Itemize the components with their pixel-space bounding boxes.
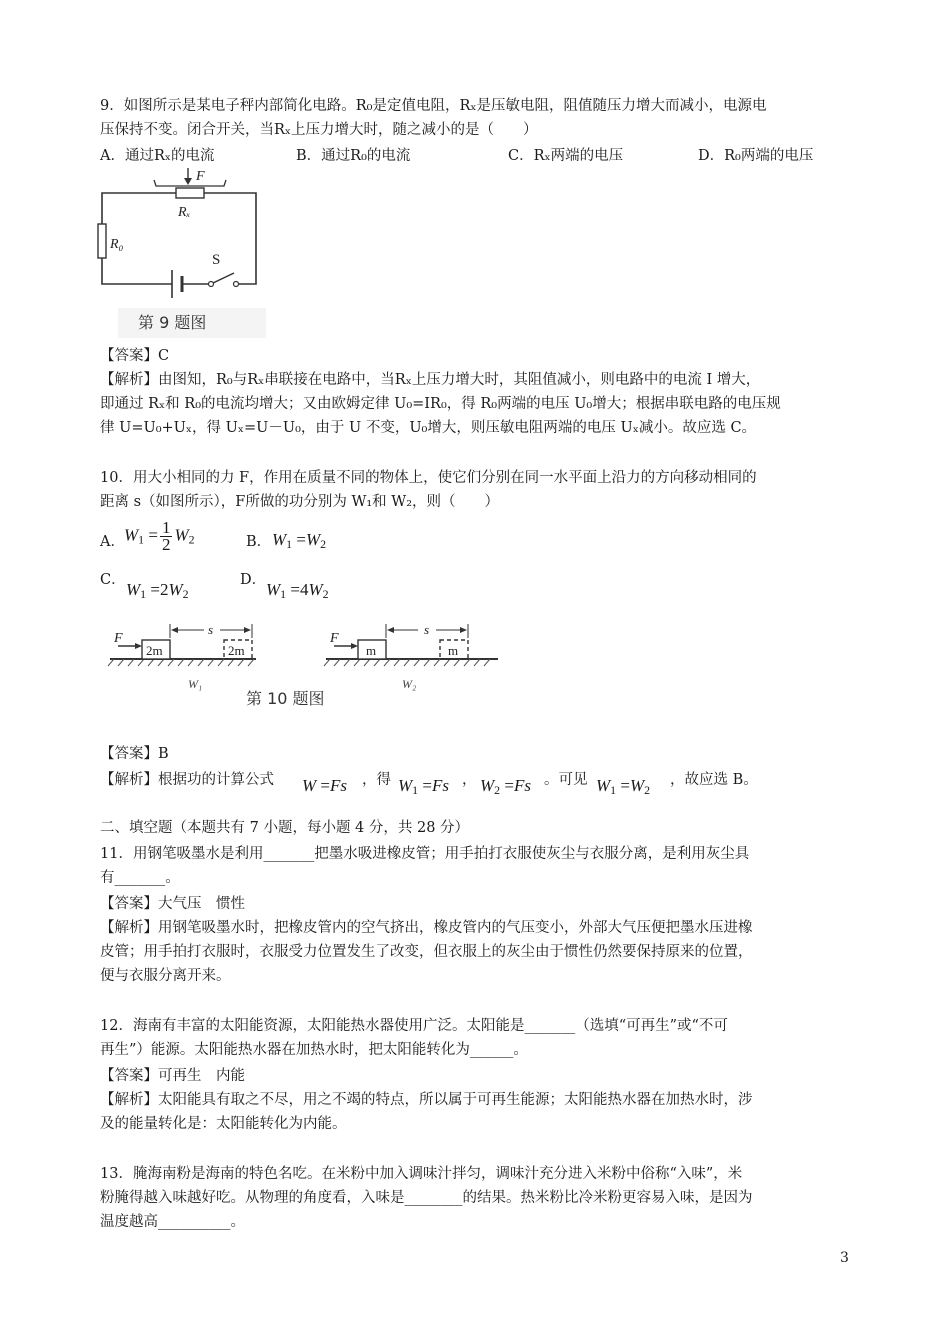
q10-answer: 【答案】B <box>100 746 169 762</box>
q9-option-b: B．通过R₀的电流 <box>296 148 411 164</box>
q10-option-b-formula: $W_1 =W_2$ <box>272 530 327 551</box>
section-2-heading: 二、填空题（本题共有 7 小题，每小题 4 分，共 28 分） <box>100 820 470 836</box>
q9-answer: 【答案】C <box>100 348 170 364</box>
q11-stem-line2: 有_______。 <box>100 870 180 886</box>
q10-figure-caption: 第 10 题图 <box>246 689 325 708</box>
q9-option-d: D．R₀两端的电压 <box>698 148 814 164</box>
q10-stem-line2: 距离 s（如图所示），F所做的功分别为 W₁和 W₂，则（ ） <box>100 494 500 510</box>
page-number: 3 <box>840 1250 849 1266</box>
q10-explanation-prefix: 【解析】根据功的计算公式 <box>100 772 274 788</box>
q12-explanation-line1: 【解析】太阳能具有取之不尽，用之不竭的特点，所以属于可再生能源；太阳能热水器在加热水时，涉 <box>100 1092 753 1108</box>
switch-label: S <box>212 252 221 268</box>
mass-label-2: m <box>366 643 377 658</box>
q10-formula-equal: $W_1 =W_2$ <box>596 776 651 797</box>
mass-label-2b: m <box>448 643 459 658</box>
q9-option-a: A．通过Rₓ的电流 <box>100 148 215 164</box>
q11-explanation-line3: 便与衣服分离开来。 <box>100 968 231 984</box>
q10-formula-w-fs: W =Fs <box>302 776 348 795</box>
q12-explanation-line2: 及的能量转化是：太阳能转化为内能。 <box>100 1116 347 1132</box>
q13-stem-line3: 温度越高__________。 <box>100 1214 245 1230</box>
mass-label-1: 2m <box>146 643 163 658</box>
q10-explanation-mid1: ，得 <box>362 772 391 788</box>
mass-label-1b: 2m <box>228 643 245 658</box>
q9-figure-caption: 第 9 题图 <box>138 313 207 332</box>
q10-option-d-label: D． <box>240 572 267 588</box>
q10-explanation-end: ，故应选 B。 <box>670 772 758 788</box>
q9-option-c: C．Rₓ两端的电压 <box>508 148 624 164</box>
q11-explanation-line2: 皮管；用手拍打衣服时，衣服受力位置发生了改变，但衣服上的灰尘由于惯性仍然要保持原来的位置， <box>100 944 753 960</box>
force-label: F <box>196 169 205 184</box>
q13-stem-line1: 13．腌海南粉是海南的特色名吃。在米粉中加入调味汁拌匀，调味汁充分进入米粉中俗称“入味”，米 <box>100 1166 743 1182</box>
q11-answer: 【答案】大气压 惯性 <box>100 896 245 912</box>
distance-label-2: s <box>424 622 430 637</box>
q10-formula-w2: $W_2 =Fs$ <box>480 776 531 797</box>
rx-label: Rₓ <box>178 205 191 220</box>
q10-explanation-mid2: ， <box>462 772 477 788</box>
work-label-2: W₂ <box>402 677 417 691</box>
q11-stem-line1: 11．用钢笔吸墨水是利用_______把墨水吸进橡皮管；用手拍打衣服使灰尘与衣服分离，是利用灰尘具 <box>100 846 750 862</box>
q12-answer: 【答案】可再生 内能 <box>100 1068 245 1084</box>
distance-label-1: s <box>208 622 214 637</box>
q10-explanation-mid3: 。可见 <box>544 772 588 788</box>
work-label-1: W₁ <box>188 677 203 691</box>
q9-stem-line1: 9．如图所示是某电子秤内部简化电路。R₀是定值电阻，Rₓ是压敏电阻，阻值随压力增大而减小，电源电 <box>100 98 767 114</box>
force-label-2: F <box>330 631 339 646</box>
q10-formula-w1: $W_1 =Fs$ <box>398 776 449 797</box>
q10-option-a-label: A． <box>100 534 125 550</box>
q10-option-a-formula: $W_1$ = $\frac{1}{2}$ $W_2$ <box>124 518 195 554</box>
q9-explanation-line3: 律 U=U₀+Uₓ，得 Uₓ=U－U₀，由于 U 不变，U₀增大，则压敏电阻两端的电压 Uₓ减小。故应选 C。 <box>100 420 757 436</box>
q10-option-b-label: B． <box>246 534 272 550</box>
q10-option-c-formula: $W_1 =2W_2$ <box>126 580 189 601</box>
r0-label: R₀ <box>110 237 124 252</box>
q13-stem-line2: 粉腌得越入味越好吃。从物理的角度看，入味是________的结果。热米粉比冷米粉更容易入味，是因为 <box>100 1190 753 1206</box>
force-label-1: F <box>114 631 123 646</box>
q9-circuit-figure <box>96 166 266 338</box>
q11-explanation-line1: 【解析】用钢笔吸墨水时，把橡皮管内的空气挤出，橡皮管内的气压变小，外部大气压便把墨水压进橡 <box>100 920 753 936</box>
q9-explanation-line1: 【解析】由图知，R₀与Rₓ串联接在电路中，当Rₓ上压力增大时，其阻值减小，则电路中的电流 I 增大， <box>100 372 761 388</box>
q12-stem-line2: 再生”）能源。太阳能热水器在加热水时，把太阳能转化为______。 <box>100 1042 528 1058</box>
q10-work-figure <box>96 612 506 724</box>
q12-stem-line1: 12．海南有丰富的太阳能资源，太阳能热水器使用广泛。太阳能是_______（选填“可再生”或“不可 <box>100 1018 728 1034</box>
q9-stem-line2: 压保持不变。闭合开关，当Rₓ上压力增大时，随之减小的是（ ） <box>100 122 538 138</box>
q10-option-d-formula: $W_1 =4W_2$ <box>266 580 329 601</box>
q9-explanation-line2: 即通过 Rₓ和 R₀的电流均增大；又由欧姆定律 U₀=IR₀，得 R₀两端的电压 U₀增大；根据串联电路的电压规 <box>100 396 781 412</box>
q10-stem-line1: 10．用大小相同的力 F，作用在质量不同的物体上，使它们分别在同一水平面上沿力的方向移动相同的 <box>100 470 757 486</box>
q10-option-c-label: C． <box>100 572 126 588</box>
